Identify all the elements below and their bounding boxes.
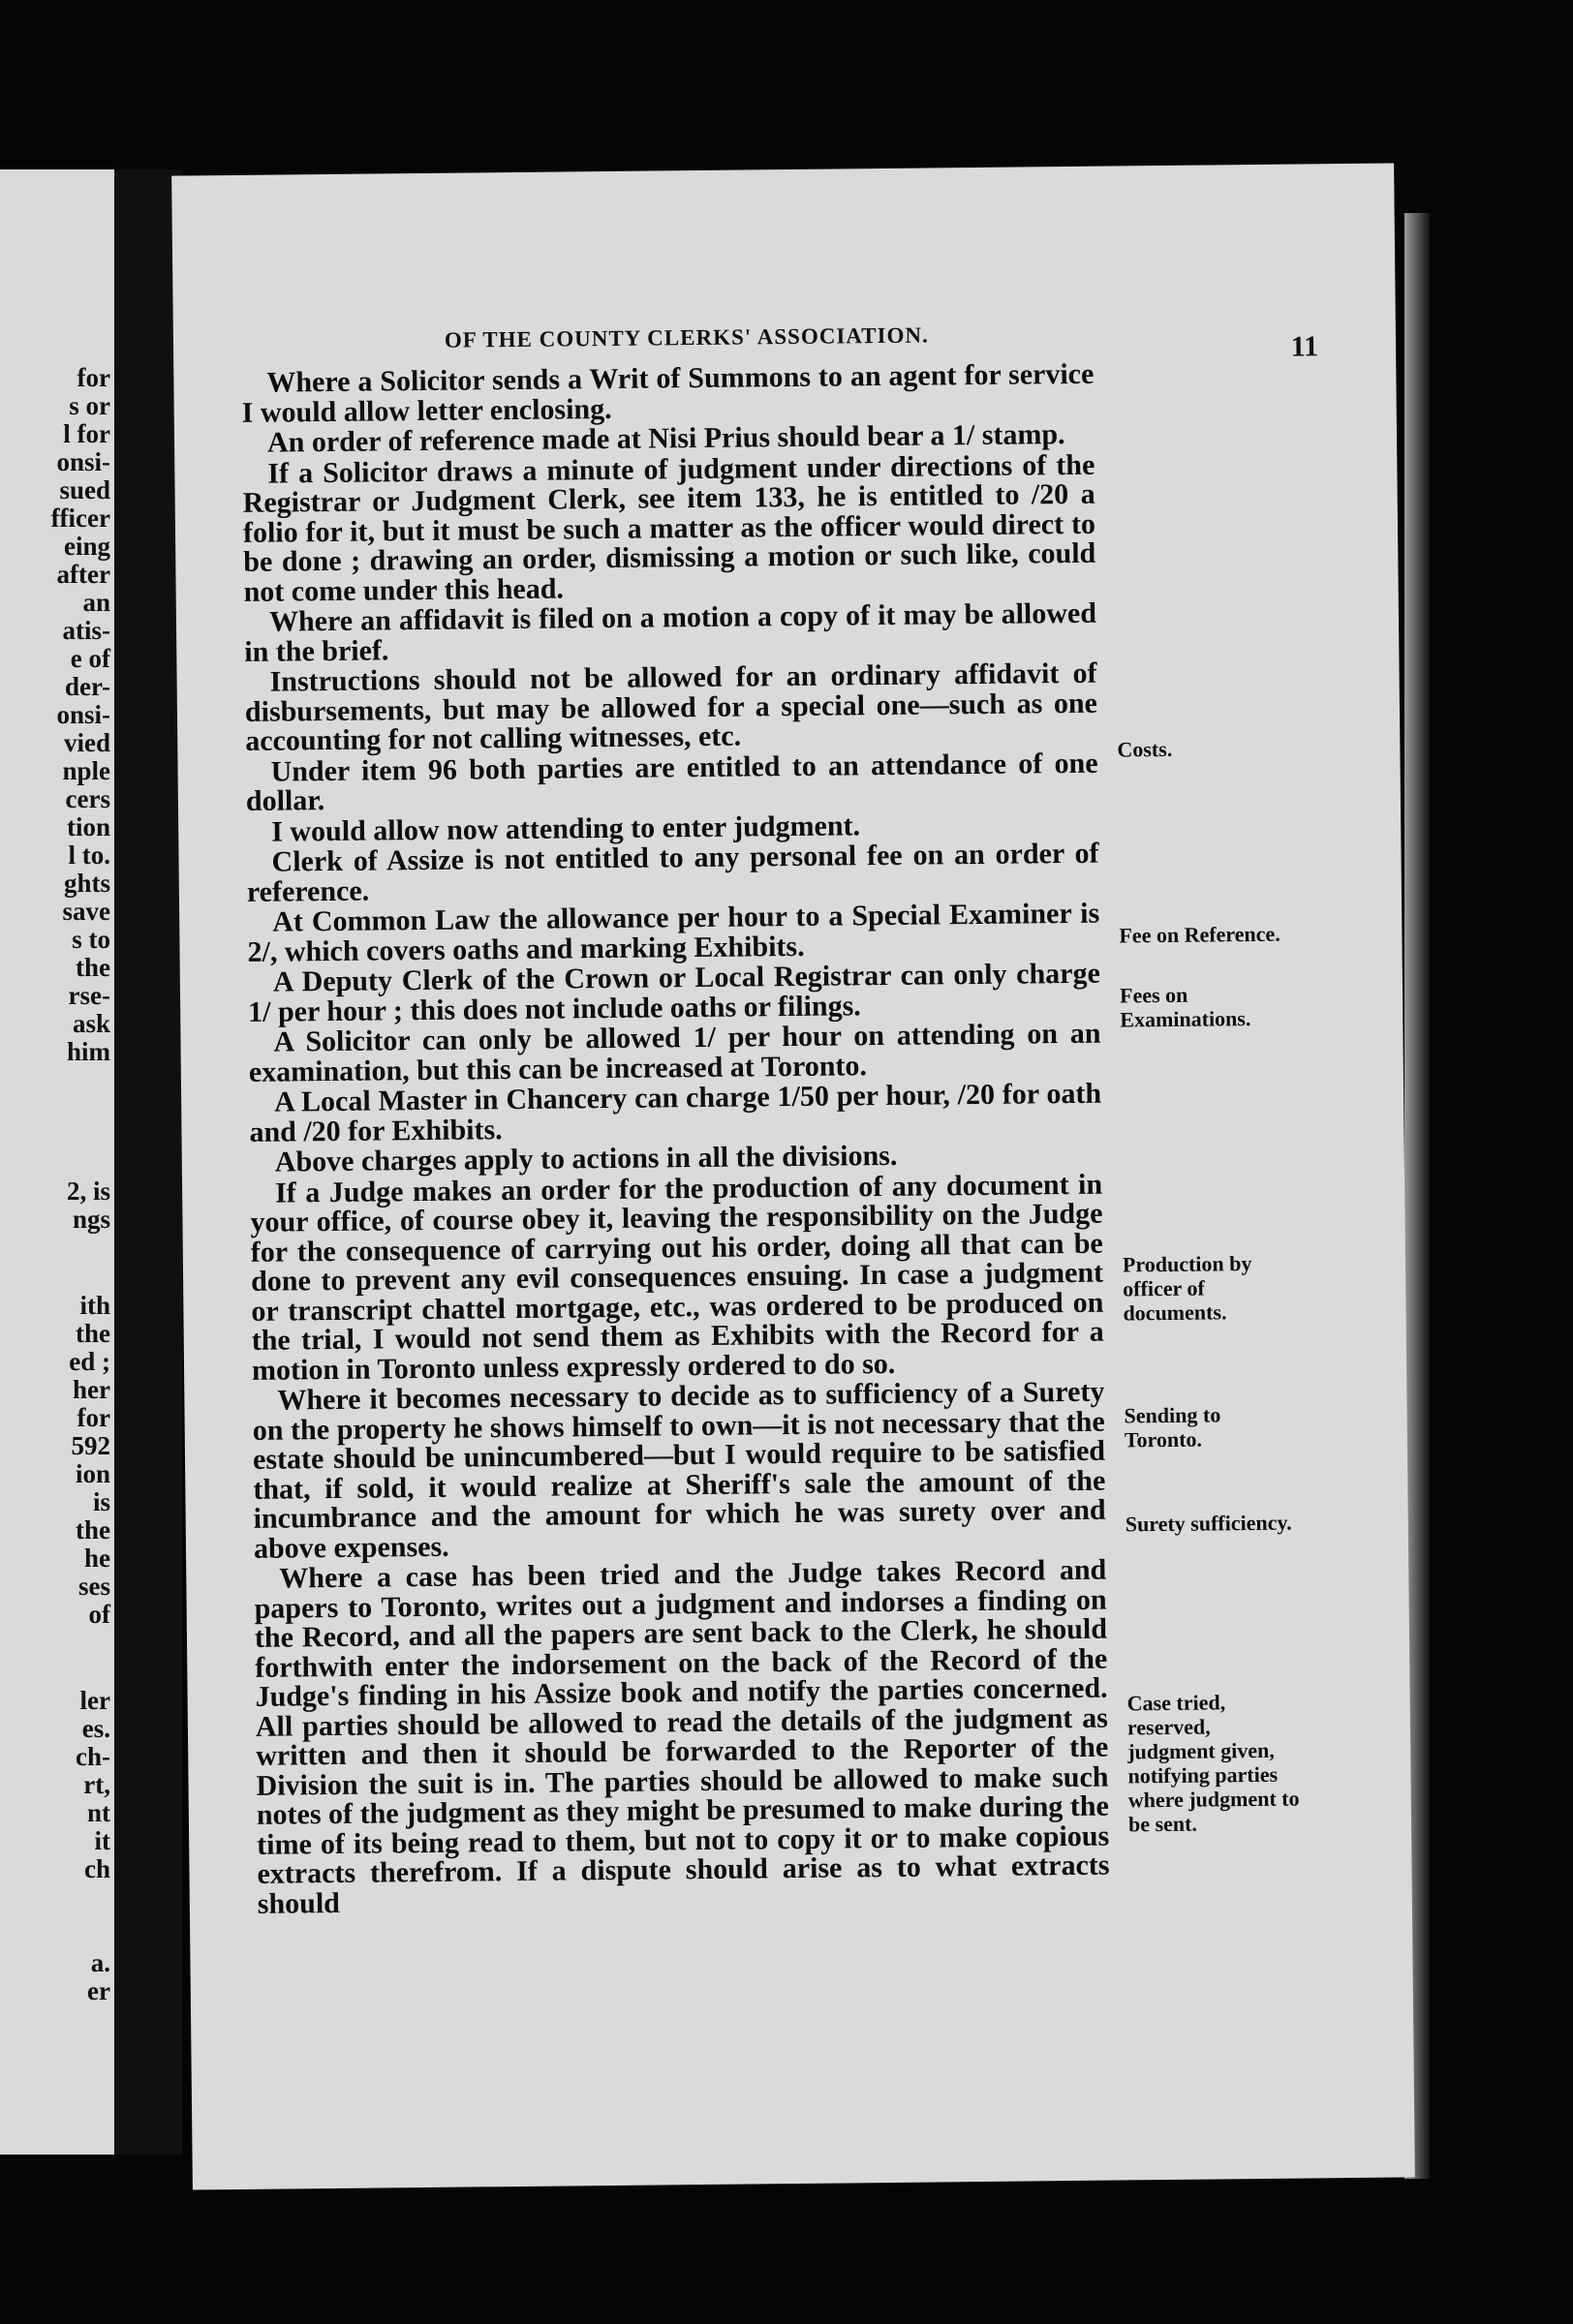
left-fragment: ler: [79, 1686, 110, 1715]
left-fragment: ses: [78, 1572, 110, 1601]
paragraph: If a Solicitor draws a minute of judgment under directions of the Registrar or Judgment Clerk, see item 133, he is entitled to /20 a folio for it, but it must be such a matter as the officer would direct to be done ; drawing an order, dismissing a motion or such like, could not come under this head.: [242, 448, 1096, 608]
left-fragment: s to: [72, 925, 110, 954]
left-page-fragment: [0, 169, 114, 2155]
margin-note: Sending to Toronto.: [1124, 1402, 1221, 1452]
left-fragment: s or: [69, 391, 110, 420]
left-fragment: of: [88, 1600, 110, 1629]
left-fragment: 592: [71, 1431, 110, 1460]
paragraph: A Solicitor can only be allowed 1/ per hour on attending on an examination, but this can be increased at Toronto.: [248, 1017, 1101, 1088]
paragraph: An order of reference made at Nisi Prius should bear a 1/ stamp.: [266, 418, 1065, 459]
left-fragment: es.: [81, 1714, 110, 1743]
margin-note: Surety sufficiency.: [1125, 1510, 1292, 1537]
body-text: [241, 357, 1110, 1920]
left-fragment: e of: [70, 644, 110, 673]
left-fragment: er: [87, 1976, 110, 2005]
left-fragment: l for: [63, 419, 110, 448]
margin-note: Fee on Reference.: [1119, 921, 1280, 948]
left-fragment: ghts: [63, 869, 110, 898]
left-fragment: der-: [65, 672, 110, 701]
paragraph: A Local Master in Chancery can charge 1/50 per hour, /20 for oath and /20 for Exhibits.: [249, 1077, 1102, 1148]
paragraph: I would allow now attending to enter judgment.: [271, 809, 861, 848]
paragraph: Where a case has been tried and the Judge takes Record and papers to Toronto, writes out a judgment and indorses a finding on the Record, and all the papers are sent back to the Clerk, he should forthwith enter the indorsement on the back of the Record of the Judge's finding in his Assize book and notify the parties concerned. All parties should be allowed to read the details of the judgment as written and then it should be forwarded to the Reporter of the Division the suit is in. The parties should be allowed to make such notes of the judgment as they might be presumed to make during the time of its being read to them, but not to copy it or to make copious extracts therefrom. If a dispute should arise as to what extracts should: [254, 1553, 1110, 1920]
left-fragment: rse-: [68, 981, 110, 1010]
margin-note: Fees on Examinations.: [1119, 982, 1251, 1032]
left-fragment: vied: [63, 728, 110, 757]
margin-note: Costs.: [1117, 736, 1173, 762]
left-fragment: him: [66, 1037, 110, 1066]
left-fragment: onsi-: [56, 700, 110, 729]
left-fragment: nple: [62, 756, 110, 785]
left-fragment: ed ;: [69, 1347, 110, 1376]
paragraph: Where an affidavit is filed on a motion a copy of it may be allowed in the brief.: [244, 596, 1097, 668]
paragraph: Where a Solicitor sends a Writ of Summons to an agent for service I would allow letter enclosing.: [241, 357, 1095, 429]
left-fragment: l to.: [68, 841, 110, 870]
paragraph: Clerk of Assize is not entitled to any personal fee on an order of reference.: [246, 837, 1099, 908]
margin-note: Case tried, reserved, judgment given, notifying parties where judgment to be sent.: [1126, 1690, 1300, 1837]
left-fragment: rt,: [83, 1770, 110, 1799]
page-number: 11: [1290, 330, 1319, 363]
left-fragment: ch: [84, 1854, 110, 1883]
left-fragment: it: [94, 1826, 110, 1855]
left-fragment: her: [73, 1375, 110, 1404]
left-fragment: the: [76, 953, 110, 982]
left-fragment: tion: [66, 812, 110, 841]
left-fragment: ch-: [76, 1742, 110, 1771]
left-fragment: sued: [59, 475, 110, 505]
paragraph: At Common Law the allowance per hour to a Special Examiner is 2/, which covers oaths and marking Exhibits.: [247, 897, 1100, 968]
left-fragment: eing: [63, 532, 110, 561]
left-fragment: ask: [72, 1009, 110, 1038]
left-fragment: is: [92, 1487, 110, 1516]
left-fragment: onsi-: [56, 447, 110, 476]
margin-note: Production by officer of documents.: [1122, 1251, 1252, 1326]
book-gutter: [114, 169, 182, 2155]
left-fragment: save: [62, 897, 110, 926]
left-fragment: for: [77, 363, 110, 392]
left-fragment: a.: [90, 1948, 110, 1977]
paragraph: Where it becomes necessary to decide as to sufficiency of a Surety on the property he shows himself to own—it is not necessary that the estate should be unincumbered—but I would require to be satisfied that, if sold, it would realize at Sheriff's sale the amount of the incumbrance and the amount for which he was surety over and above expenses.: [252, 1375, 1106, 1565]
left-fragment: nt: [86, 1798, 110, 1827]
left-fragment: fficer: [50, 504, 110, 533]
paragraph: Instructions should not be allowed for an ordinary affidavit of disbursements, but may be allowed for a special one—such as one accounting for not calling witnesses, etc.: [244, 657, 1098, 757]
paragraph: A Deputy Clerk of the Crown or Local Registrar can only charge 1/ per hour ; this does not include oaths or filings.: [248, 957, 1100, 1028]
paragraph: Above charges apply to actions in all the divisions.: [274, 1139, 898, 1178]
left-fragment: after: [56, 560, 110, 589]
paragraph: If a Judge makes an order for the production of any document in your office, of course obey it, leaving the responsibility on the Judge for the consequence of carrying out his order, doing all that can be done to prevent any evil consequences ensuing. In case a judgment or transcript chattel mortgage, etc., was ordered to be produced on the trial, I would not send them as Exhibits with the Record for a motion in Toronto unless expressly ordered to do so.: [250, 1168, 1104, 1387]
running-head: OF THE COUNTY CLERKS' ASSOCIATION.: [444, 322, 929, 352]
left-fragment: the: [76, 1319, 110, 1348]
left-fragment: the: [76, 1515, 110, 1544]
paragraph: Under item 96 both parties are entitled to an attendance of one dollar.: [245, 747, 1098, 817]
left-fragment: for: [77, 1403, 110, 1432]
left-fragment: an: [82, 588, 110, 617]
left-fragment: he: [84, 1544, 110, 1573]
left-fragment: ion: [75, 1459, 110, 1488]
left-fragment: ngs: [72, 1205, 110, 1234]
left-fragment: ith: [79, 1291, 110, 1320]
left-fragment: atis-: [62, 616, 110, 645]
book-page: [171, 163, 1415, 2189]
left-fragment: 2, is: [66, 1177, 110, 1206]
left-fragment: cers: [65, 784, 110, 813]
